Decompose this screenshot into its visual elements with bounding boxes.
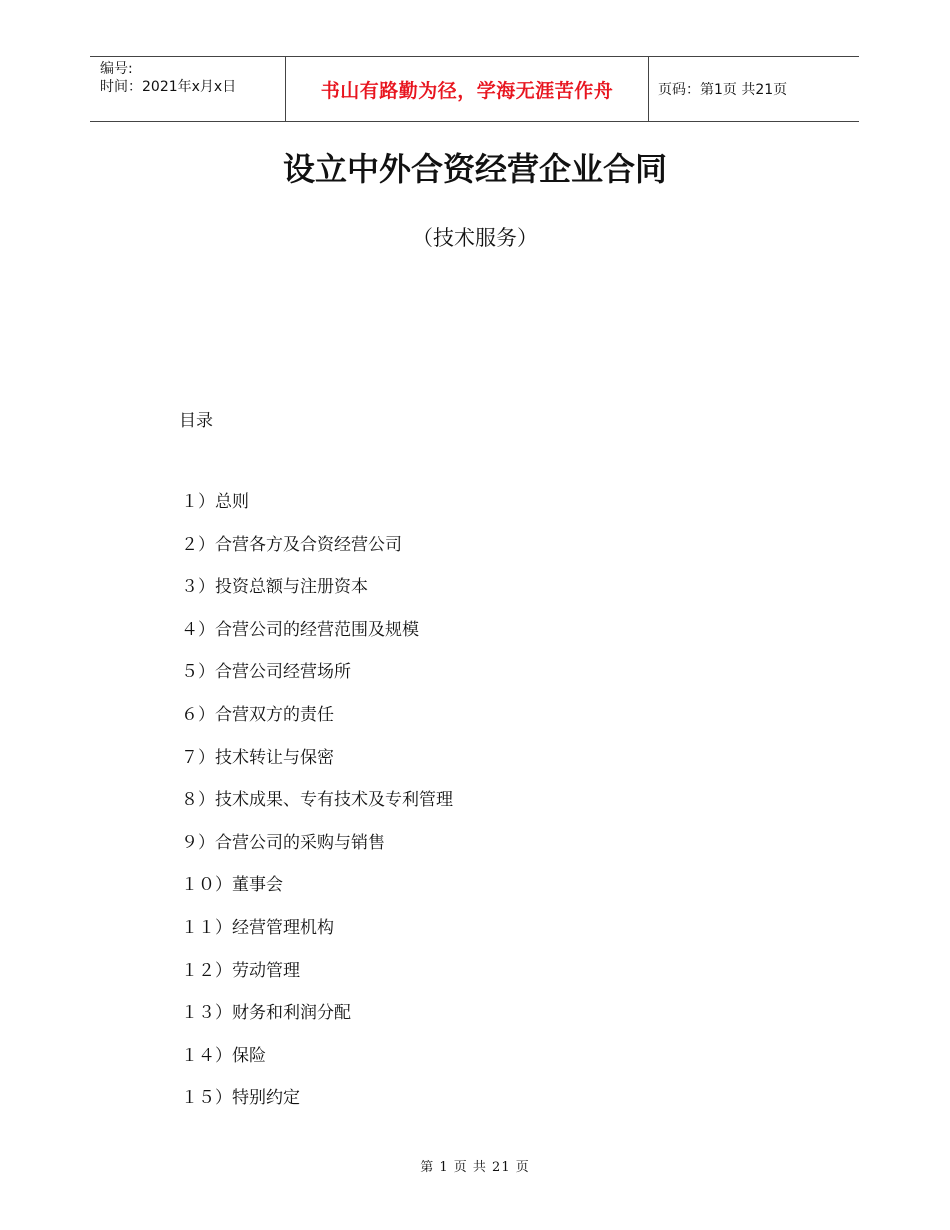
toc-item: １３）财务和利润分配 — [181, 1003, 351, 1024]
header-table — [90, 56, 859, 122]
motto-text: 书山有路勤为径，学海无涯苦作舟 — [320, 79, 614, 102]
time-label: 时间：2021年x月x日 — [100, 79, 237, 95]
toc-item: １２）劳动管理 — [181, 960, 300, 981]
toc-item: １０）董事会 — [181, 875, 283, 896]
document-title: 设立中外合资经营企业合同 — [282, 150, 667, 188]
header-meta-cell — [90, 57, 286, 121]
toc-item: ７）技术转让与保密 — [181, 747, 334, 768]
table-of-contents — [181, 490, 453, 1129]
toc-item: ８）技术成果、专有技术及专利管理 — [181, 790, 453, 811]
header-page-cell — [649, 57, 859, 121]
toc-item: ２）合营各方及合资经营公司 — [181, 534, 402, 555]
page-info: 页码：第1页 共21页 — [658, 82, 788, 98]
toc-item: ５）合营公司经营场所 — [181, 662, 351, 683]
toc-item: １）总则 — [181, 492, 249, 512]
toc-item: ６）合营双方的责任 — [181, 704, 334, 725]
toc-item: １５）特别约定 — [181, 1088, 300, 1109]
toc-item: １１）经营管理机构 — [181, 917, 334, 938]
page-footer: 第 1 页 共 21 页 — [420, 1160, 530, 1175]
header-motto-cell — [286, 57, 649, 121]
toc-item: ９）合营公司的采购与销售 — [181, 832, 385, 853]
toc-heading: 目录 — [179, 411, 213, 431]
toc-item: ４）合营公司的经营范围及规模 — [181, 619, 419, 640]
serial-label: 编号: — [100, 61, 133, 77]
toc-item: １４）保险 — [181, 1045, 266, 1066]
document-subtitle: （技术服务） — [412, 226, 538, 250]
toc-item: ３）投资总额与注册资本 — [181, 577, 368, 598]
